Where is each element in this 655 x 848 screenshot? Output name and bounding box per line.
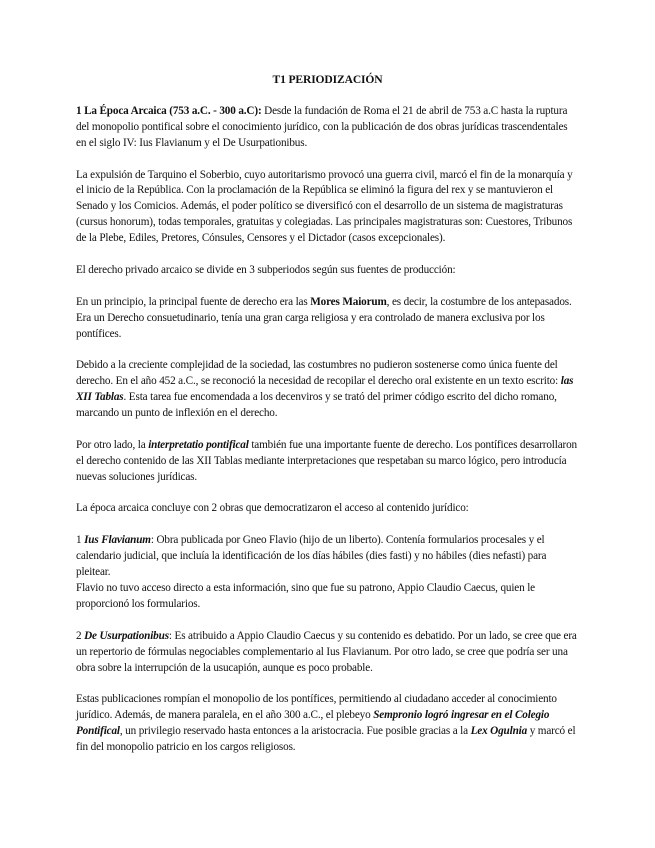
page-title: T1 PERIODIZACIÓN bbox=[272, 73, 383, 86]
paragraph-subperiodos: El derecho privado arcaico se divide en 3 subperiodos según sus fuentes de producción: bbox=[76, 263, 456, 276]
bold-term: Sempronio logró ingresar en el Colegio Pontifical bbox=[76, 709, 550, 738]
paragraph-text: , un privilegio reservado hasta entonces a la aristocracia. Fue posible gracias a la bbox=[119, 725, 471, 738]
paragraph-text: y marcó el fin del monopolio patricio en los cargos religiosos. bbox=[76, 725, 576, 754]
paragraph-text: Estas publicaciones rompían el monopolio de los pontífices, permitiendo al ciudadano acceder al conocimiento jurídico. Además, de manera paralela, en el año 300 a.C., el plebeyo bbox=[76, 693, 557, 722]
paragraph-text: , es decir, la costumbre de los antepasados. Era un Derecho consuetudinario, tenía una gran carga religiosa y era controlado de manera exclusiva por los pontífices. bbox=[76, 295, 572, 340]
paragraph-xii-tablas bbox=[76, 358, 579, 422]
paragraph-interpretatio bbox=[76, 438, 579, 486]
paragraph-text: Desde la fundación de Roma el 21 de abril de 753 a.C hasta la ruptura del monopolio pontifical sobre el conocimiento jurídico, con la publicación de dos obras jurídicas trascendentales en el siglo IV: Ius Flavianum y el De Usurpationibus. bbox=[76, 104, 568, 149]
paragraph-dos-obras: La época arcaica concluye con 2 obras que democratizaron el acceso al contenido jurídico: bbox=[76, 502, 469, 515]
paragraph-text: 2 bbox=[76, 629, 85, 642]
paragraph-de-usurpationibus bbox=[76, 629, 579, 677]
bold-term: Lex Ogulnia bbox=[470, 725, 528, 738]
paragraph-text: : Es atribuido a Appio Claudio Caecus y su contenido es debatido. Por un lado, se cree que era un repertorio de fórmulas negociables complementario al Ius Flavianum. Por otro lado, se cree que podría ser una obra sobre la interrupción de la usucapión, aunque es poco probable. bbox=[76, 629, 577, 674]
paragraph-publicaciones bbox=[76, 692, 579, 756]
paragraph-text: En un principio, la principal fuente de derecho era las bbox=[76, 295, 311, 308]
bold-term: Ius Flavianum bbox=[84, 534, 151, 547]
paragraph-text: Flavio no tuvo acceso directo a esta información, sino que fue su patrono, Appio Claudio Caecus, quien le proporcionó los formularios. bbox=[76, 581, 535, 610]
bold-term: De Usurpationibus bbox=[84, 629, 169, 642]
bold-term: Mores Maiorum bbox=[310, 295, 387, 308]
bold-term: interpretatio pontifical bbox=[148, 438, 249, 451]
paragraph-republica: La expulsión de Tarquino el Soberbio, cuyo autoritarismo provocó una guerra civil, marcó el fin de la monarquía y el inicio de la República. Con la proclamación de la República se eliminó la figura del rex y se mantuvieron el Senado y los Comicios. Además, el poder político se diversificó con el desarrollo de un sistema de magistraturas (cursus honorum), todas temporales, gratuitas y colegiadas. Las principales magistraturas son: Cuestores, Tribunos de la Plebe, Ediles, Pretores, Cónsules, Censores y el Dictador (casos excepcionales). bbox=[76, 168, 573, 245]
paragraph-text: : Obra publicada por Gneo Flavio (hijo de un liberto). Contenía formularios procesales y el calendario judicial, que incluía la identificación de los días hábiles (dies fasti) y no hábiles (dies nefasti) para pleitear. bbox=[76, 534, 547, 579]
paragraph-text: también fue una importante fuente de derecho. Los pontífices desarrollaron el derecho contenido de las XII Tablas mediante interpretaciones que respetaban su marco lógico, pero introducía nuevas soluciones jurídicas. bbox=[76, 438, 577, 483]
paragraph-mores-maiorum bbox=[76, 295, 579, 343]
bold-term: las XII Tablas bbox=[76, 375, 574, 404]
paragraph-ius-flavianum bbox=[76, 533, 579, 613]
paragraph-text: Debido a la creciente complejidad de la sociedad, las costumbres no pudieron sostenerse como única fuente del derecho. En el año 452 a.C., se reconoció la necesidad de recopilar el derecho oral existente en un texto escrito: bbox=[76, 359, 561, 388]
paragraph-epoca-arcaica bbox=[76, 104, 579, 152]
section-heading: 1 La Época Arcaica (753 a.C. - 300 a.C): bbox=[76, 104, 262, 117]
paragraph-text: Por otro lado, la bbox=[76, 438, 149, 451]
paragraph-text: 1 bbox=[76, 534, 85, 547]
paragraph-text: . Esta tarea fue encomendada a los decenviros y se trató del primer código escrito del dicho romano, marcando un punto de inflexión en el derecho. bbox=[76, 391, 557, 420]
